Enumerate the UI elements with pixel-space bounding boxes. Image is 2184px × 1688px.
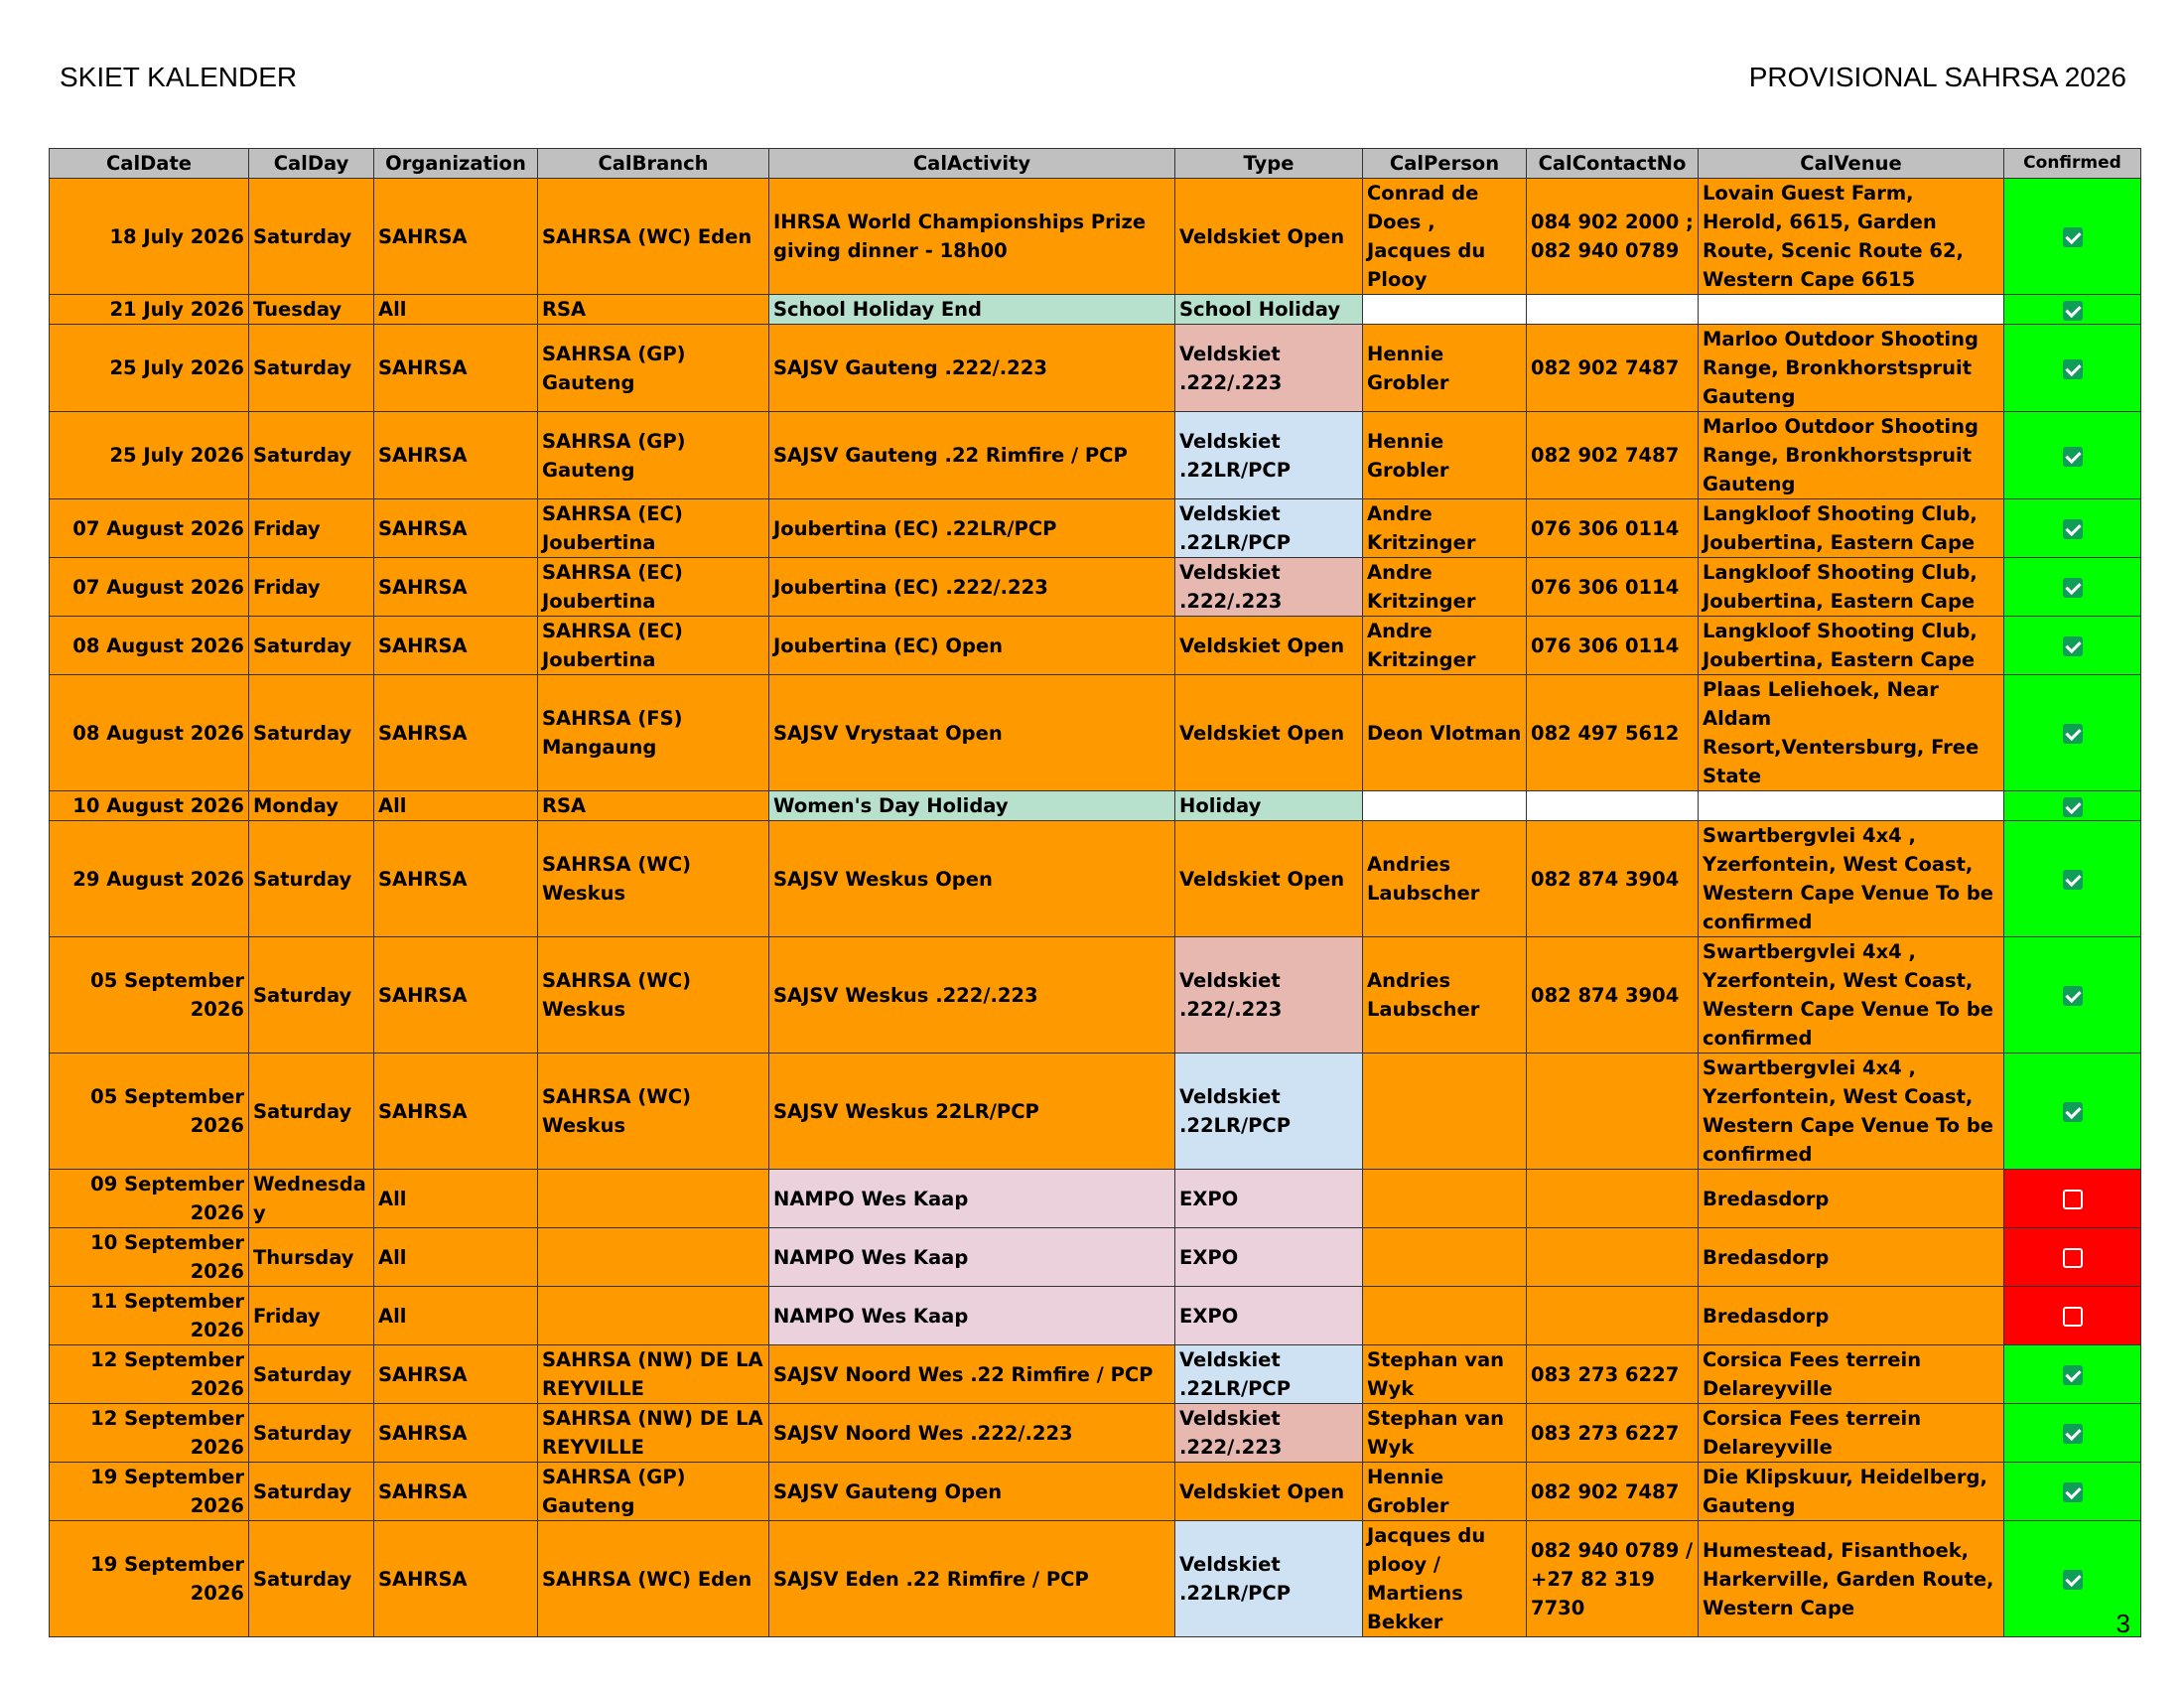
cell-confirmed (2004, 1228, 2141, 1287)
table-row (50, 499, 2141, 558)
cell-person: Jacques du plooy / Martiens Bekker (1363, 1521, 1527, 1637)
cell-type: Veldskiet Open (1175, 179, 1363, 295)
cell-confirmed (2004, 937, 2141, 1054)
cell-day: Saturday (249, 1345, 374, 1404)
cell-type: School Holiday (1175, 295, 1363, 325)
col-header-confirmed: Confirmed (2004, 149, 2141, 179)
cell-activity: NAMPO Wes Kaap (769, 1287, 1175, 1345)
cell-person: Hennie Grobler (1363, 412, 1527, 499)
cell-person: Andries Laubscher (1363, 937, 1527, 1054)
checkbox-checked-icon[interactable] (2063, 1365, 2083, 1385)
cell-type: EXPO (1175, 1170, 1363, 1228)
cell-organization: SAHRSA (374, 558, 538, 617)
cell-type: Holiday (1175, 791, 1363, 821)
cell-activity: Joubertina (EC) .22LR/PCP (769, 499, 1175, 558)
checkbox-checked-icon[interactable] (2063, 1570, 2083, 1590)
cell-activity: IHRSA World Championships Prize giving dinner - 18h00 (769, 179, 1175, 295)
cell-organization: SAHRSA (374, 617, 538, 675)
cell-branch: SAHRSA (WC) Weskus (538, 937, 769, 1054)
table-row (50, 558, 2141, 617)
cell-branch: SAHRSA (FS) Mangaung (538, 675, 769, 791)
cell-confirmed (2004, 558, 2141, 617)
cell-type: Veldskiet .22LR/PCP (1175, 1054, 1363, 1170)
table-row (50, 1228, 2141, 1287)
cell-activity: SAJSV Gauteng .222/.223 (769, 325, 1175, 412)
cell-branch: SAHRSA (EC) Joubertina (538, 558, 769, 617)
cell-day: Saturday (249, 179, 374, 295)
cell-activity: SAJSV Weskus 22LR/PCP (769, 1054, 1175, 1170)
cell-date: 07 August 2026 (50, 558, 249, 617)
cell-organization: All (374, 1228, 538, 1287)
cell-activity: SAJSV Noord Wes .222/.223 (769, 1404, 1175, 1463)
table-row (50, 1287, 2141, 1345)
cell-organization: SAHRSA (374, 1054, 538, 1170)
table-body (50, 179, 2141, 1637)
cell-activity: NAMPO Wes Kaap (769, 1170, 1175, 1228)
cell-date: 25 July 2026 (50, 325, 249, 412)
checkbox-checked-icon[interactable] (2063, 986, 2083, 1006)
cell-branch: SAHRSA (WC) Eden (538, 1521, 769, 1637)
cell-activity: SAJSV Weskus .222/.223 (769, 937, 1175, 1054)
cell-type: Veldskiet Open (1175, 675, 1363, 791)
col-header-calperson: CalPerson (1363, 149, 1527, 179)
cell-person: Stephan van Wyk (1363, 1345, 1527, 1404)
cell-activity: Women's Day Holiday (769, 791, 1175, 821)
cell-date: 07 August 2026 (50, 499, 249, 558)
cell-branch: SAHRSA (WC) Eden (538, 179, 769, 295)
cell-person (1363, 1228, 1527, 1287)
cell-organization: SAHRSA (374, 1345, 538, 1404)
cell-contact: 083 273 6227 (1527, 1404, 1699, 1463)
cell-confirmed (2004, 1404, 2141, 1463)
cell-person: Andries Laubscher (1363, 821, 1527, 937)
header-right-title: PROVISIONAL SAHRSA 2026 (1748, 62, 2126, 92)
cell-contact (1527, 1287, 1699, 1345)
cell-confirmed (2004, 325, 2141, 412)
cell-confirmed (2004, 412, 2141, 499)
cell-activity: School Holiday End (769, 295, 1175, 325)
cell-confirmed (2004, 821, 2141, 937)
checkbox-checked-icon[interactable] (2063, 724, 2083, 744)
cell-person: Stephan van Wyk (1363, 1404, 1527, 1463)
table-row (50, 937, 2141, 1054)
cell-contact: 082 902 7487 (1527, 412, 1699, 499)
cell-person: Hennie Grobler (1363, 1463, 1527, 1521)
cell-branch: SAHRSA (NW) DE LA REYVILLE (538, 1404, 769, 1463)
cell-person: Hennie Grobler (1363, 325, 1527, 412)
cell-person (1363, 1054, 1527, 1170)
cell-date: 08 August 2026 (50, 617, 249, 675)
cell-venue: Bredasdorp (1699, 1228, 2004, 1287)
checkbox-unchecked-icon[interactable] (2063, 1190, 2083, 1209)
cell-activity: Joubertina (EC) Open (769, 617, 1175, 675)
col-header-type: Type (1175, 149, 1363, 179)
checkbox-checked-icon[interactable] (2063, 1102, 2083, 1122)
cell-contact: 076 306 0114 (1527, 617, 1699, 675)
cell-activity: SAJSV Eden .22 Rimfire / PCP (769, 1521, 1175, 1637)
cell-venue: Marloo Outdoor Shooting Range, Bronkhorstspruit Gauteng (1699, 325, 2004, 412)
cell-date: 09 September 2026 (50, 1170, 249, 1228)
cell-date: 29 August 2026 (50, 821, 249, 937)
cell-day: Saturday (249, 675, 374, 791)
cell-organization: SAHRSA (374, 821, 538, 937)
checkbox-checked-icon[interactable] (2063, 227, 2083, 247)
cell-organization: All (374, 295, 538, 325)
table-row (50, 1170, 2141, 1228)
cell-contact: 076 306 0114 (1527, 499, 1699, 558)
checkbox-checked-icon[interactable] (2063, 1424, 2083, 1444)
cell-venue: Swartbergvlei 4x4 , Yzerfontein, West Coast, Western Cape Venue To be confirmed (1699, 937, 2004, 1054)
col-header-calday: CalDay (249, 149, 374, 179)
cell-date: 05 September 2026 (50, 937, 249, 1054)
cell-type: Veldskiet Open (1175, 821, 1363, 937)
cell-venue (1699, 295, 2004, 325)
cell-day: Friday (249, 558, 374, 617)
cell-contact (1527, 1228, 1699, 1287)
cell-organization: SAHRSA (374, 1463, 538, 1521)
cell-branch: RSA (538, 791, 769, 821)
cell-contact: 082 940 0789 / +27 82 319 7730 (1527, 1521, 1699, 1637)
cell-branch: SAHRSA (NW) DE LA REYVILLE (538, 1345, 769, 1404)
calendar-table (49, 148, 2141, 1637)
cell-contact (1527, 1170, 1699, 1228)
table-row (50, 179, 2141, 295)
cell-organization: SAHRSA (374, 325, 538, 412)
cell-confirmed (2004, 1170, 2141, 1228)
table-row (50, 295, 2141, 325)
cell-organization: SAHRSA (374, 1404, 538, 1463)
header-left-title: SKIET KALENDER (60, 62, 298, 92)
cell-confirmed (2004, 1054, 2141, 1170)
cell-venue: Marloo Outdoor Shooting Range, Bronkhorstspruit Gauteng (1699, 412, 2004, 499)
cell-type: Veldskiet .222/.223 (1175, 1404, 1363, 1463)
cell-venue: Corsica Fees terrein Delareyville (1699, 1345, 2004, 1404)
cell-contact (1527, 1054, 1699, 1170)
cell-organization: SAHRSA (374, 412, 538, 499)
cell-day: Friday (249, 499, 374, 558)
cell-organization: All (374, 791, 538, 821)
table-row (50, 821, 2141, 937)
cell-type: Veldskiet .222/.223 (1175, 558, 1363, 617)
cell-confirmed (2004, 499, 2141, 558)
cell-person: Deon Vlotman (1363, 675, 1527, 791)
cell-confirmed (2004, 791, 2141, 821)
cell-date: 12 September 2026 (50, 1345, 249, 1404)
cell-branch: SAHRSA (EC) Joubertina (538, 617, 769, 675)
cell-venue: Bredasdorp (1699, 1287, 2004, 1345)
cell-day: Tuesday (249, 295, 374, 325)
cell-branch (538, 1170, 769, 1228)
checkbox-checked-icon[interactable] (2063, 636, 2083, 656)
checkbox-checked-icon[interactable] (2063, 870, 2083, 890)
cell-organization: All (374, 1287, 538, 1345)
cell-confirmed (2004, 675, 2141, 791)
cell-activity: Joubertina (EC) .222/.223 (769, 558, 1175, 617)
cell-date: 05 September 2026 (50, 1054, 249, 1170)
cell-date: 25 July 2026 (50, 412, 249, 499)
table-row (50, 791, 2141, 821)
cell-venue: Corsica Fees terrein Delareyville (1699, 1404, 2004, 1463)
cell-day: Saturday (249, 937, 374, 1054)
cell-date: 11 September 2026 (50, 1287, 249, 1345)
cell-day: Saturday (249, 1404, 374, 1463)
table-row (50, 1463, 2141, 1521)
cell-organization: All (374, 1170, 538, 1228)
cell-date: 19 September 2026 (50, 1521, 249, 1637)
cell-type: Veldskiet .22LR/PCP (1175, 499, 1363, 558)
cell-venue: Langkloof Shooting Club, Joubertina, Eastern Cape (1699, 558, 2004, 617)
cell-venue (1699, 791, 2004, 821)
cell-confirmed (2004, 1287, 2141, 1345)
cell-type: Veldskiet Open (1175, 1463, 1363, 1521)
cell-branch: SAHRSA (GP) Gauteng (538, 1463, 769, 1521)
cell-day: Saturday (249, 412, 374, 499)
cell-branch: RSA (538, 295, 769, 325)
cell-activity: NAMPO Wes Kaap (769, 1228, 1175, 1287)
cell-confirmed (2004, 1463, 2141, 1521)
cell-type: Veldskiet .22LR/PCP (1175, 1521, 1363, 1637)
col-header-calbranch: CalBranch (538, 149, 769, 179)
checkbox-checked-icon[interactable] (2063, 301, 2083, 321)
cell-venue: Swartbergvlei 4x4 , Yzerfontein, West Coast, Western Cape Venue To be confirmed (1699, 1054, 2004, 1170)
cell-person: Andre Kritzinger (1363, 499, 1527, 558)
table-row (50, 1345, 2141, 1404)
table-row (50, 325, 2141, 412)
table-row (50, 617, 2141, 675)
cell-person (1363, 295, 1527, 325)
cell-venue: Die Klipskuur, Heidelberg, Gauteng (1699, 1463, 2004, 1521)
cell-venue: Lovain Guest Farm, Herold, 6615, Garden Route, Scenic Route 62, Western Cape 6615 (1699, 179, 2004, 295)
cell-day: Friday (249, 1287, 374, 1345)
cell-day: Saturday (249, 1521, 374, 1637)
col-header-calactivity: CalActivity (769, 149, 1175, 179)
checkbox-checked-icon[interactable] (2063, 519, 2083, 539)
cell-contact: 076 306 0114 (1527, 558, 1699, 617)
cell-person: Andre Kritzinger (1363, 558, 1527, 617)
cell-venue: Langkloof Shooting Club, Joubertina, Eastern Cape (1699, 617, 2004, 675)
cell-type: EXPO (1175, 1228, 1363, 1287)
col-header-calvenue: CalVenue (1699, 149, 2004, 179)
cell-venue: Humestead, Fisanthoek, Harkerville, Garden Route, Western Cape (1699, 1521, 2004, 1637)
cell-activity: SAJSV Gauteng Open (769, 1463, 1175, 1521)
cell-activity: SAJSV Weskus Open (769, 821, 1175, 937)
cell-person (1363, 1170, 1527, 1228)
cell-organization: SAHRSA (374, 1521, 538, 1637)
checkbox-checked-icon[interactable] (2063, 1482, 2083, 1502)
cell-date: 18 July 2026 (50, 179, 249, 295)
cell-type: Veldskiet .22LR/PCP (1175, 412, 1363, 499)
cell-organization: SAHRSA (374, 675, 538, 791)
col-header-caldate: CalDate (50, 149, 249, 179)
cell-person (1363, 1287, 1527, 1345)
cell-type: Veldskiet Open (1175, 617, 1363, 675)
cell-branch: SAHRSA (WC) Weskus (538, 821, 769, 937)
table-row (50, 675, 2141, 791)
col-header-organization: Organization (374, 149, 538, 179)
checkbox-checked-icon[interactable] (2063, 797, 2083, 817)
cell-date: 10 September 2026 (50, 1228, 249, 1287)
cell-day: Thursday (249, 1228, 374, 1287)
cell-contact: 082 902 7487 (1527, 1463, 1699, 1521)
cell-venue: Bredasdorp (1699, 1170, 2004, 1228)
cell-venue: Langkloof Shooting Club, Joubertina, Eastern Cape (1699, 499, 2004, 558)
cell-branch: SAHRSA (GP) Gauteng (538, 412, 769, 499)
cell-type: Veldskiet .222/.223 (1175, 325, 1363, 412)
table-row (50, 1054, 2141, 1170)
cell-confirmed (2004, 295, 2141, 325)
cell-branch: SAHRSA (WC) Weskus (538, 1054, 769, 1170)
checkbox-unchecked-icon[interactable] (2063, 1307, 2083, 1327)
cell-type: EXPO (1175, 1287, 1363, 1345)
cell-date: 19 September 2026 (50, 1463, 249, 1521)
cell-organization: SAHRSA (374, 937, 538, 1054)
cell-contact: 082 874 3904 (1527, 937, 1699, 1054)
cell-organization: SAHRSA (374, 179, 538, 295)
cell-venue: Swartbergvlei 4x4 , Yzerfontein, West Coast, Western Cape Venue To be confirmed (1699, 821, 2004, 937)
checkbox-unchecked-icon[interactable] (2063, 1248, 2083, 1268)
cell-contact: 082 874 3904 (1527, 821, 1699, 937)
table-row (50, 412, 2141, 499)
checkbox-checked-icon[interactable] (2063, 359, 2083, 379)
cell-contact (1527, 791, 1699, 821)
cell-day: Saturday (249, 1463, 374, 1521)
checkbox-checked-icon[interactable] (2063, 578, 2083, 598)
cell-activity: SAJSV Gauteng .22 Rimfire / PCP (769, 412, 1175, 499)
cell-activity: SAJSV Vrystaat Open (769, 675, 1175, 791)
cell-day: Monday (249, 791, 374, 821)
table-header-row (50, 149, 2141, 179)
cell-person (1363, 791, 1527, 821)
cell-activity: SAJSV Noord Wes .22 Rimfire / PCP (769, 1345, 1175, 1404)
cell-branch: SAHRSA (GP) Gauteng (538, 325, 769, 412)
cell-day: Wednesday (249, 1170, 374, 1228)
cell-day: Saturday (249, 1054, 374, 1170)
cell-contact: 084 902 2000 ; 082 940 0789 (1527, 179, 1699, 295)
cell-person: Conrad de Does , Jacques du Plooy (1363, 179, 1527, 295)
cell-contact: 082 902 7487 (1527, 325, 1699, 412)
cell-contact: 083 273 6227 (1527, 1345, 1699, 1404)
table-row (50, 1404, 2141, 1463)
cell-day: Saturday (249, 325, 374, 412)
cell-contact: 082 497 5612 (1527, 675, 1699, 791)
cell-venue: Plaas Leliehoek, Near Aldam Resort,Ventersburg, Free State (1699, 675, 2004, 791)
cell-date: 21 July 2026 (50, 295, 249, 325)
cell-type: Veldskiet .22LR/PCP (1175, 1345, 1363, 1404)
cell-type: Veldskiet .222/.223 (1175, 937, 1363, 1054)
cell-confirmed (2004, 1345, 2141, 1404)
cell-confirmed (2004, 617, 2141, 675)
cell-contact (1527, 295, 1699, 325)
cell-day: Saturday (249, 821, 374, 937)
cell-branch (538, 1228, 769, 1287)
cell-person: Andre Kritzinger (1363, 617, 1527, 675)
col-header-calcontactno: CalContactNo (1527, 149, 1699, 179)
page-number: 3 (2116, 1609, 2130, 1638)
cell-date: 10 August 2026 (50, 791, 249, 821)
cell-branch: SAHRSA (EC) Joubertina (538, 499, 769, 558)
cell-branch (538, 1287, 769, 1345)
table-row (50, 1521, 2141, 1637)
cell-organization: SAHRSA (374, 499, 538, 558)
cell-date: 12 September 2026 (50, 1404, 249, 1463)
cell-day: Saturday (249, 617, 374, 675)
cell-confirmed (2004, 179, 2141, 295)
checkbox-checked-icon[interactable] (2063, 447, 2083, 467)
cell-date: 08 August 2026 (50, 675, 249, 791)
